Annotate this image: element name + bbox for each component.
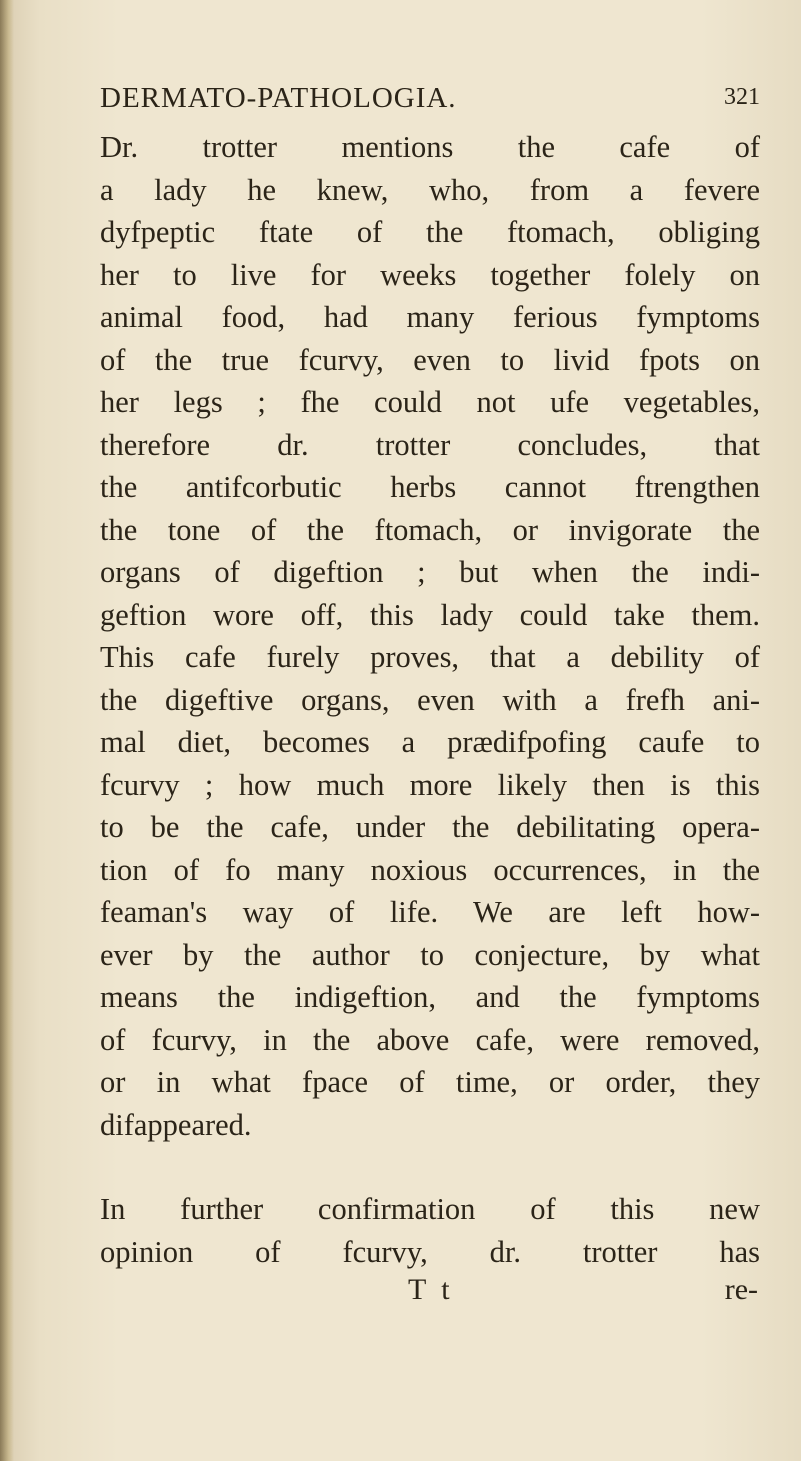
paragraph-2 (100, 1188, 760, 1273)
text-line: mal diet, becomes a prædifpofing caufe to (100, 725, 760, 759)
paragraph-1 (100, 126, 760, 1146)
page-gutter-shadow (0, 0, 14, 1461)
footer-catchline (100, 1273, 760, 1315)
page-number: 321 (724, 84, 760, 110)
text-line: her legs ; fhe could not ufe vegetables, (100, 385, 760, 419)
text-line: fcurvy ; how much more likely then is this (100, 767, 760, 802)
text-line: of fcurvy, in the above cafe, were removed, (100, 1022, 760, 1057)
running-head (100, 82, 760, 126)
text-line: to be the cafe, under the debilitating opera- (100, 810, 760, 844)
text-line: her to live for weeks together folely on (100, 257, 760, 292)
text-line: or in what fpace of time, or order, they (100, 1065, 760, 1099)
text-line: therefore dr. trotter concludes, that (100, 427, 760, 462)
text-line: This cafe furely proves, that a debility of (100, 640, 760, 674)
text-line: animal food, had many ferious fymptoms (100, 300, 760, 334)
text-line: feaman's way of life. We are left how- (100, 895, 760, 929)
text-line: of the true fcurvy, even to livid fpots on (100, 342, 760, 377)
text-line: organs of digeftion ; but when the indi- (100, 555, 760, 589)
text-line: In further confirmation of this new (100, 1192, 760, 1226)
signature-mark: T t (408, 1273, 454, 1306)
running-head-title: DERMATO-PATHOLOGIA. (100, 82, 457, 114)
book-page (100, 82, 760, 1315)
text-line: Dr. trotter mentions the cafe of (100, 130, 760, 164)
text-line: geftion wore off, this lady could take them. (100, 597, 760, 632)
text-line: means the indigeftion, and the fymptoms (100, 980, 760, 1014)
text-line: the digeftive organs, even with a frefh ani- (100, 682, 760, 717)
text-line: difappeared. (100, 1107, 252, 1142)
text-line: tion of fo many noxious occurrences, in the (100, 852, 760, 887)
text-line: dyfpeptic ftate of the ftomach, obliging (100, 215, 760, 249)
text-line: the tone of the ftomach, or invigorate the (100, 512, 760, 547)
text-line: a lady he knew, who, from a fevere (100, 172, 760, 207)
catchword: re- (724, 1273, 758, 1306)
text-line: ever by the author to conjecture, by what (100, 937, 760, 972)
text-line: opinion of fcurvy, dr. trotter has (100, 1234, 760, 1269)
text-line: the antifcorbutic herbs cannot ftrengthen (100, 470, 760, 504)
